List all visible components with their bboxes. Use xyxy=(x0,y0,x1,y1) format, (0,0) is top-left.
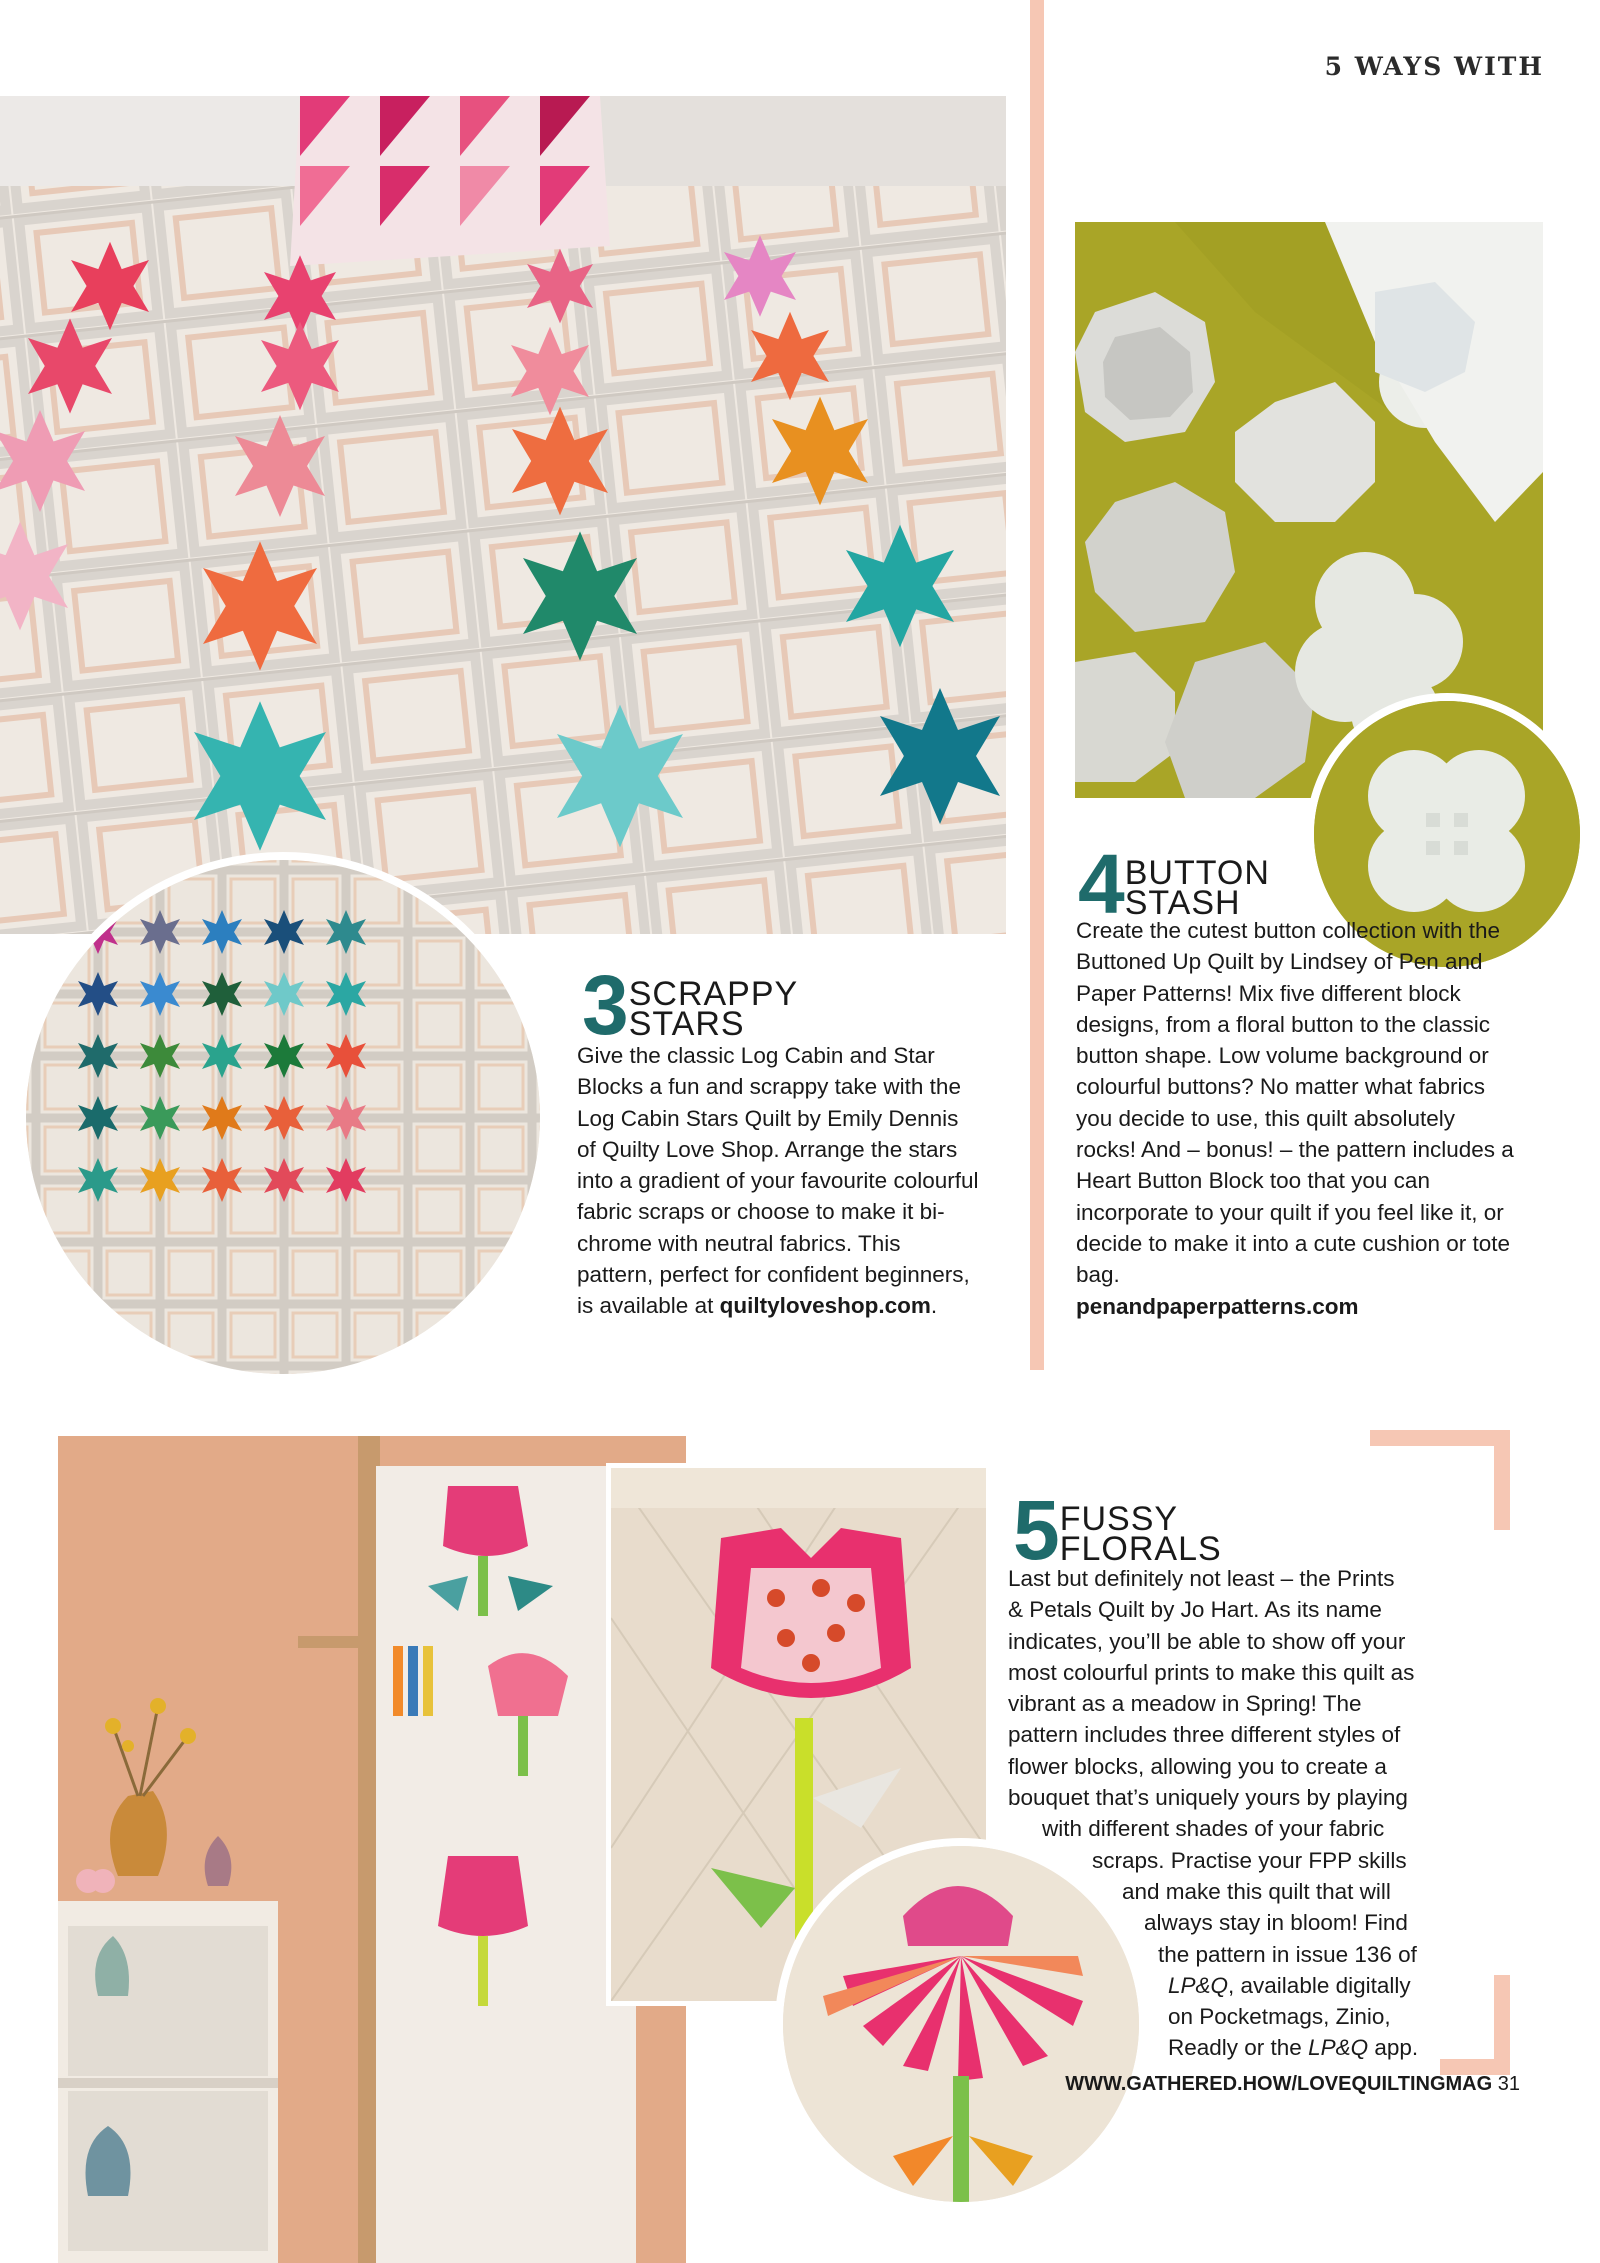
page-number: 31 xyxy=(1497,2073,1520,2095)
section-3-heading xyxy=(582,958,799,1052)
section-title: FUSSY xyxy=(1059,1500,1179,1539)
section-5-heading xyxy=(1013,1483,1222,1577)
section-number: 4 xyxy=(1078,837,1123,931)
section-4-body: Create the cutest button collection with the Buttoned Up Quilt by Lindsey of Pen and Paper Patterns! Mix five different block designs, from a floral button to the classic button shape. Low volume background or colourful buttons? No matter what fabrics you decide to use, this quilt absolutely rocks! And – bonus! – the pattern includes a Heart Button Block too that you can incorporate to your quilt if you feel like it, or decide to make it into a cute cushion or tote bag. penandpaperpatterns.com xyxy=(1076,918,1514,1319)
magazine-url-link[interactable]: WWW.GATHERED.HOW/LOVEQUILTINGMAG xyxy=(1065,2073,1493,2095)
penandpaperpatterns-link[interactable]: penandpaperpatterns.com xyxy=(1076,1293,1359,1319)
decorative-bracket-top xyxy=(1370,1430,1510,1530)
section-number: 5 xyxy=(1013,1483,1058,1577)
quiltyloveshop-link[interactable]: quiltyloveshop.com xyxy=(719,1293,931,1319)
section-4-heading xyxy=(1078,837,1270,931)
scrappy-stars-circle-inset xyxy=(18,852,548,1382)
section-title: BUTTON xyxy=(1124,854,1270,893)
section-title: FLORALS xyxy=(1059,1530,1222,1569)
section-5-body: Last but definitely not least – the Prints & Petals Quilt by Jo Hart. As its name indicates, you’ll be able to show off your most colourful prints to make this quilt as vibrant as a meadow in Spring! The pattern includes three different styles of flower blocks, allowing you to create a bouquet that’s uniquely yours by playing with different shades of your fabric scraps. Practise your FPP skills and make this quilt that will always stay in bloom! Find the pattern in issue 136 of LP&Q, available digitally on Pocketmags, Zinio, Readly or the LP&Q app. xyxy=(1008,1566,1419,2061)
section-title: SCRAPPY xyxy=(628,975,799,1014)
section-title: STARS xyxy=(628,1005,745,1044)
section-number: 3 xyxy=(582,958,627,1052)
fussy-florals-room-photo xyxy=(58,1436,686,2263)
divider-line xyxy=(1030,0,1044,1370)
section-3-body: Give the classic Log Cabin and Star Blocks a fun and scrappy take with the Log Cabin Stars Quilt by Emily Dennis of Quilty Love Shop. Arrange the stars into a gradient of your favourite colourful fabric scraps or choose to make it bi-chrome with neutral fabrics. This pattern, perfect for confident beginners, is available at quiltyloveshop.com. xyxy=(577,1043,979,1319)
section-header: 5 WAYS WITH xyxy=(1324,52,1544,81)
scrappy-stars-bed-photo xyxy=(0,96,1006,934)
section-title: STASH xyxy=(1124,884,1241,923)
footer-url xyxy=(1065,2073,1520,2096)
